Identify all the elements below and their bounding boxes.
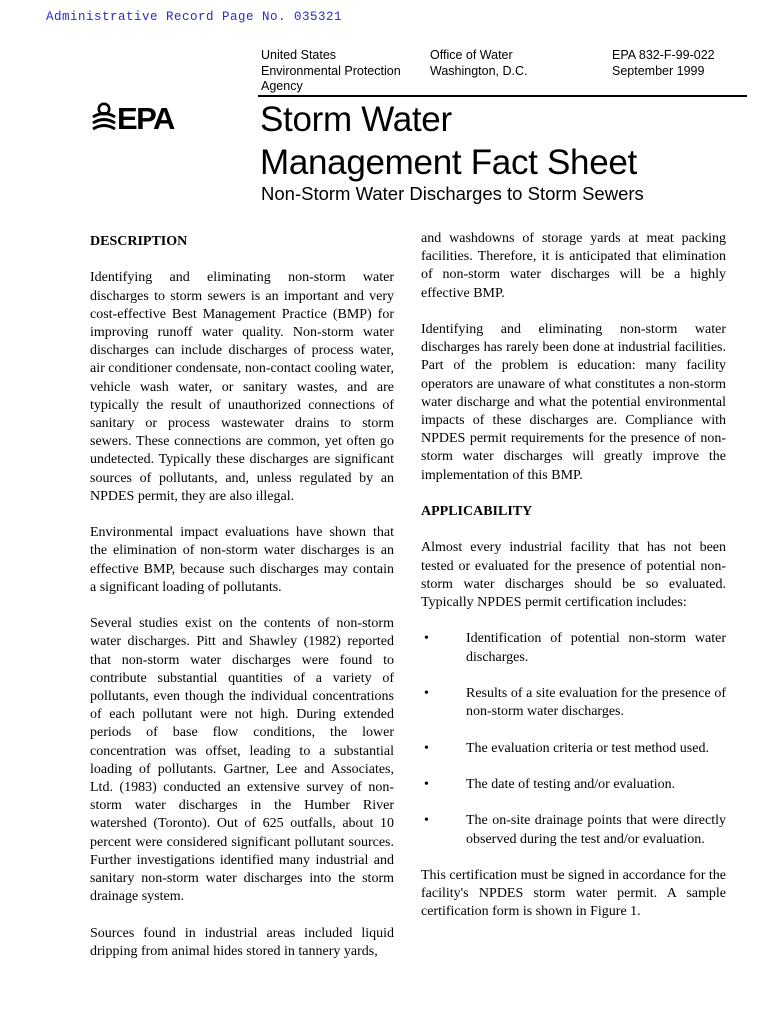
right-column bbox=[421, 230, 726, 940]
list-item-text: The on-site drainage points that were directly observed during the test and/or evaluation. bbox=[466, 813, 726, 847]
list-item bbox=[421, 630, 726, 666]
body-paragraph: Identifying and eliminating non-storm water discharges has rarely been done at industrial facilities. Part of the problem is education: many facility operators are unaware of what constitutes a non-storm water discharge and what the potential environmental impacts of these discharges are. Compliance with NPDES permit requirements for the presence of non-storm water discharges will greatly improve the implementation of this BMP. bbox=[421, 322, 726, 483]
body-paragraph: Almost every industrial facility that has not been tested or evaluated for the presence of potential non-storm water discharges should be so evaluated. Typically NPDES permit certification includes: bbox=[421, 540, 726, 611]
bullet-icon: • bbox=[424, 686, 429, 701]
bullet-icon: • bbox=[424, 631, 429, 647]
list-item-text: Identification of potential non-storm water discharges. bbox=[466, 631, 726, 665]
section-heading-description: DESCRIPTION bbox=[90, 234, 188, 249]
bullet-icon: • bbox=[424, 813, 429, 829]
agency-line: United States bbox=[261, 48, 337, 62]
title-line: Storm Water bbox=[260, 100, 452, 139]
certification-list bbox=[421, 630, 726, 848]
body-paragraph: Environmental impact evaluations have shown that the elimination of non-storm water discharges is an effective BMP, because such discharges may contain a significant loading of pollutants. bbox=[90, 525, 394, 595]
list-item-text: The date of testing and/or evaluation. bbox=[466, 776, 676, 792]
administrative-record-stamp: Administrative Record Page No. 035321 bbox=[46, 10, 343, 24]
left-column bbox=[90, 230, 394, 979]
section-heading-applicability: APPLICABILITY bbox=[421, 504, 533, 520]
office-info bbox=[430, 48, 528, 79]
document-date: September 1999 bbox=[612, 63, 705, 78]
title-line: Management Fact Sheet bbox=[260, 143, 637, 182]
header-rule bbox=[258, 95, 747, 97]
document-id: EPA 832-F-99-022 bbox=[612, 48, 715, 62]
logo-wordmark: EPA bbox=[117, 101, 174, 131]
bullet-icon: • bbox=[424, 740, 429, 756]
body-paragraph: Identifying and eliminating non-storm water discharges to storm sewers is an important and very cost-effective Best Management Practice (BMP) for improving runoff water quality. Non-storm water discharges can include discharges of process water, air conditioner condensate, non-contact cooling water, vehicle wash water, or sanitary wastes, and are typically the result of unauthorized connections of sanitary or process wastewater drains to storm sewers. These connections are common, yet often go undetected. Typically these discharges are significant sources of pollutants, and, unless regulated by an NPDES permit, they are also illegal. bbox=[90, 270, 394, 504]
bullet-icon: • bbox=[424, 776, 429, 792]
office-line: Washington, D.C. bbox=[430, 63, 528, 78]
document-number bbox=[612, 48, 715, 79]
agency-name bbox=[261, 48, 401, 95]
body-paragraph: and washdowns of storage yards at meat packing facilities. Therefore, it is anticipated that elimination of non-storm water discharges will be a highly effective BMP. bbox=[421, 231, 726, 301]
list-item bbox=[421, 812, 726, 848]
list-item bbox=[421, 685, 726, 721]
list-item bbox=[421, 740, 726, 758]
epa-logo bbox=[92, 101, 188, 131]
page-subtitle: Non-Storm Water Discharges to Storm Sewers bbox=[261, 183, 644, 204]
body-paragraph: Sources found in industrial areas included liquid dripping from animal hides stored in tannery yards, bbox=[90, 925, 394, 959]
body-paragraph: Several studies exist on the contents of non-storm water discharges. Pitt and Shawley (1982) reported that non-storm water discharges were found to contribute substantial quantities of a variety of pollutants, even though the individual concentrations of each pollutant were not high. During extended periods of base flow conditions, the lower concentration was offset, leading to a substantial loading of pollutants. Gartner, Lee and Associates, Ltd. (1983) conducted an extensive survey of non-storm water discharges in the Humber River watershed (Toronto). Out of 625 outfalls, about 10 percent were considered significant pollutant sources. Further investigations identified many industrial and sanitary non-storm water discharges into the storm drainage system. bbox=[90, 616, 394, 905]
office-line: Office of Water bbox=[430, 48, 513, 62]
list-item bbox=[421, 776, 726, 794]
agency-line: Agency bbox=[261, 79, 303, 93]
agency-line: Environmental Protection bbox=[261, 63, 401, 78]
body-paragraph: This certification must be signed in accordance for the facility's NPDES storm water permit. A sample certification form is shown in Figure 1. bbox=[421, 867, 726, 920]
page-title bbox=[260, 98, 637, 184]
list-item-text: Results of a site evaluation for the presence of non-storm water discharges. bbox=[466, 686, 726, 720]
epa-flower-icon bbox=[93, 104, 115, 129]
list-item-text: The evaluation criteria or test method used. bbox=[466, 740, 709, 756]
